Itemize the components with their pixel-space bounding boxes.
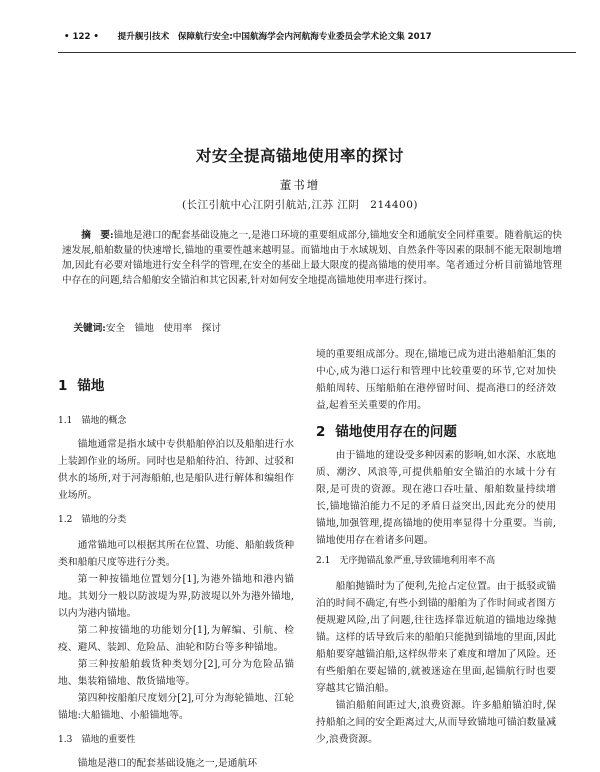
running-header bbox=[64, 30, 574, 42]
keywords-label: 关键词: bbox=[73, 323, 106, 334]
right-column bbox=[316, 346, 556, 748]
paragraph: 境的重要组成部分。现在,锚地已成为进出港船舶汇集的中心,成为港口运行和管理中比较重要的环节,它对加快船舶周转、压缩船舶在港停留时间、提高港口的经济效益,起着至关重要的作用。 bbox=[316, 349, 556, 411]
journal-title: 提升舰引技术 保障航行安全:中国航海学会内河航海专业委员会学术论文集 2017 bbox=[117, 32, 432, 42]
subsection-heading-1-1: 1.1 锚地的概念 bbox=[58, 416, 127, 426]
paragraph: 第一种按锚地位置划分[1],为港外锚地和港内锚地。其划分一般以防波堤为界,防波堤以外为港外锚地,以内为港内锚地。 bbox=[58, 574, 294, 619]
keywords-text: 安全 锚地 使用率 探讨 bbox=[105, 323, 221, 334]
paragraph: 第四种按船舶尺度划分[2],可分为海轮锚地、江轮锚地:大船锚地、小船锚地等。 bbox=[58, 693, 294, 721]
abstract-text: 锚地是港口的配套基础设施之一,是港口环境的重要组成部分,锚地安全和通航安全同样重要。随着航运的快速发展,船舶数量的快速增长,锚地的重要性越来越明显。而锚地由于水域规划、自然条件等因素的限制不能无限制地增加,因此有必要对锚地进行安全科学的管理,在安全的基础上最大限度的提高锚地的使用率。笔者通过分析目前锚地管理中存在的问题,结合船舶安全锚泊和其它因素,针对如何安全地提高锚地使用率进行探讨。 bbox=[62, 230, 562, 286]
paragraph: 船舶抛锚时为了便利,先抢占定位置。由于抵驳或锚泊的时间不确定,有些小到锚的船舶为了作时间或者图方便规避风险,出了问题,往往选择靠近航道的锚地边缘抛锚。这样的话导致后来的船舶只能抛到锚地的里面,因此船舶要穿越锚泊船,这样纵带来了难度和增加了风险。还有些船舶在要起锚的,就被迷途在里面,起锚航行时也要穿越其它锚泊船。 bbox=[316, 581, 556, 694]
subsection-heading-2-1: 2.1 无序抛锚乱象严重,导致锚地利用率不高 bbox=[316, 556, 496, 566]
abstract bbox=[62, 228, 562, 288]
author: 董书增 bbox=[279, 178, 321, 192]
paragraph: 第二种按锚地的功能划分[1],为解编、引航、检疫、避风、装卸、危险品、油轮和防台等多种锚地。 bbox=[58, 625, 294, 653]
paragraph: 通常锚地可以根据其所在位置、功能、船舶载货种类和船舶尺度等进行分类。 bbox=[58, 540, 294, 568]
subsection-heading-1-3: 1.3 锚地的重要性 bbox=[58, 735, 136, 745]
subsection-heading-1-2: 1.2 锚地的分类 bbox=[58, 515, 127, 525]
abstract-label: 摘 要: bbox=[81, 230, 114, 241]
header-rule bbox=[58, 52, 576, 53]
affiliation: (长江引航中心江阴引航站,江苏 江阴 214400) bbox=[182, 199, 418, 211]
keywords bbox=[62, 320, 562, 334]
left-column bbox=[58, 346, 294, 772]
page-number: • 122 • bbox=[64, 32, 99, 42]
article-title: 对安全提高锚地使用率的探讨 bbox=[195, 147, 404, 165]
paragraph: 第三种按船舶载货种类划分[2],可分为危险品锚地、集装箱锚地、散货锚地等。 bbox=[58, 659, 294, 687]
paragraph: 由于锚地的建设受多种因素的影响,如水深、水底地质、潮汐、风浪等,可提供船舶安全锚泊的水域十分有限,是可贵的资源。现在港口吞吐量、船舶数量持续增长,锚地锚泊能力不足的矛盾日益突出,因此充分的使用锚地,加强管理,提高锚地的使用率显得十分重要。当前,锚地使用存在着诸多问题。 bbox=[316, 450, 556, 546]
section-heading-2: 2 锚地使用存在的问题 bbox=[316, 424, 457, 440]
paragraph: 锚泊船舶间距过大,浪费资源。许多船舶锚泊时,保持船舶之间的安全距离过大,从而导致锚地可锚泊数量减少,浪费资源。 bbox=[316, 700, 556, 745]
section-heading-1: 1 锚地 bbox=[58, 378, 105, 394]
paragraph: 锚地是港口的配套基础设施之一,是通航环 bbox=[77, 758, 258, 769]
paragraph: 锚地通常是指水域中专供船舶停泊以及船舶进行水上装卸作业的场所。同时也是船舶待泊、待卸、过驳和供水的场所,对于河海船舶,也是船队进行解体和编组作业场所。 bbox=[58, 439, 294, 501]
